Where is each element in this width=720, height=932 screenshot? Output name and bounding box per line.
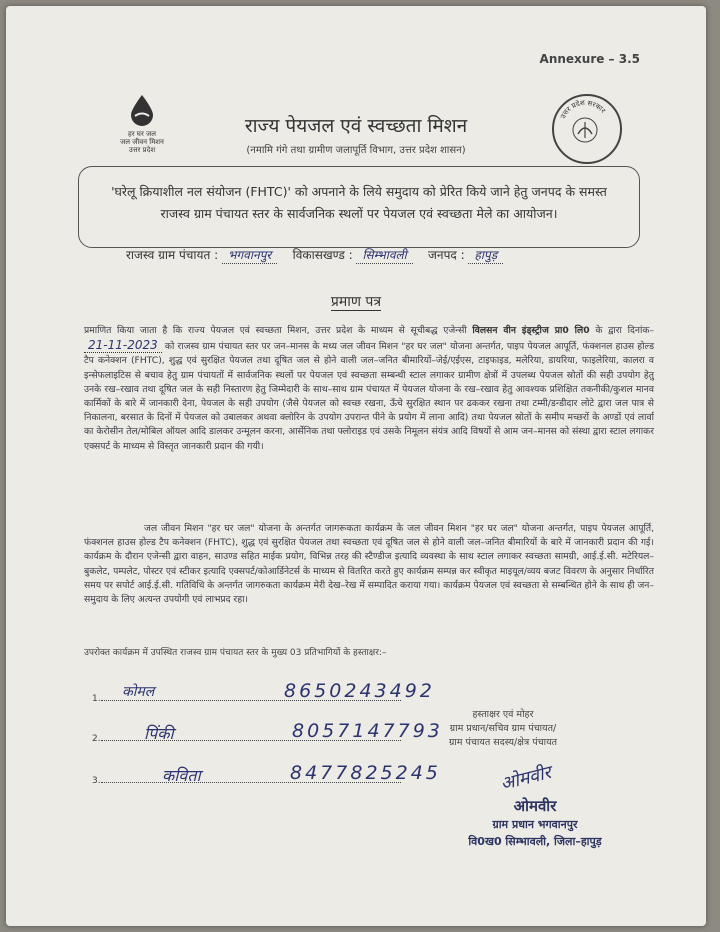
logo-line-3: उत्तर प्रदेश [128, 146, 156, 154]
agency-name: विलसन वीन इंड्स्ट्रीज प्रा0 लि0 [472, 325, 590, 336]
stamp-title: ग्राम प्रधान भगवानपुर [492, 818, 578, 831]
signature-label-block [388, 708, 618, 750]
stamp-name: ओमवीर [513, 797, 557, 815]
mission-title: राज्य पेयजल एवं स्वच्छता मिशन [244, 115, 468, 137]
district-label: जनपद : [428, 248, 465, 262]
participants-intro: उपरोक्त कार्यक्रम में उपस्थित राजस्व ग्राम पंचायत स्तर के मुख्य 03 प्रतिभागियों के हस्ताक्षर:– [84, 648, 387, 658]
village-label: राजस्व ग्राम पंचायत : [126, 248, 219, 262]
participant-row: 2. [92, 734, 401, 744]
village-value: भगवानपुर [222, 246, 277, 264]
para1-lead: प्रमाणित किया जाता है कि राज्य पेयजल एवं स्वच्छता मिशन, उत्तर प्रदेश के माध्यम से सूचीबद्ध एजेन्सी [84, 325, 467, 336]
certificate-title: प्रमाण पत्र [330, 294, 382, 310]
certificate-paragraph-2: जल जीवन मिशन "हर घर जल" योजना के अन्तर्गत जागरूकता कार्यक्रम के जल जीवन मिशन "हर घर जल" योजना अन्तर्गत, पाइप पेयजल आपूर्ति, फंक्शनल हाउस होल्ड टैप कनेक्शन (FHTC), शुद्ध एवं सुरक्षित पेयजल तथा स्वच्छता एवं दूषित जल से होने वाली जल–जनित बीमारियों के बारे में जानकारी प्रदान की गई। कार्यक्रम के दौरान एजेन्सी द्वारा वाहन, साउण्ड सहित माईक प्रयोग, विभिन्न तरह की स्टैण्डीज इत्यादि व्यवस्था के साथ स्टाल लगाकर स्वच्छता सामग्री, आई.ई.सी. मटेरियल–बुकलेट, पम्पलेट, पोस्टर एवं स्टीकर इत्यादि एक्सपर्ट/कोआर्डिनेटर्स के माध्यम से वितरित करते हुए कार्यक्रम सम्पन्न कर स्वीकृत माइयूल/व्यय बजट विवरण के अनुसार निर्धारित समय पर सपोर्ट आई.ई.सी. गतिविधि के अन्तर्गत जागरुकता कार्यक्रम मेरी देख–रेख में सम्पादित कराया गया। कार्यक्रम पेयजल एवं स्वच्छता से सम्बन्धित होने के साथ ही जन–समुदाय के लिए अत्यन्त उपयोगी एवं लाभप्रद रहा। [84, 523, 654, 606]
block-value: सिम्भावली [356, 246, 412, 264]
participant-signature: कविता [162, 766, 201, 785]
certificate-paragraph-1 [84, 324, 654, 454]
logo-line-1: हर घर जल [128, 130, 156, 138]
participant-row: 1. [92, 694, 401, 704]
certificate-page [6, 6, 706, 926]
event-date: 21-11-2023 [84, 338, 162, 353]
participant-signature: कोमल [122, 684, 155, 700]
logo-line-2: जल जीवन मिशन [120, 138, 164, 146]
participant-phone: 8057147793 [292, 720, 443, 742]
district-value: हापुड़ [468, 246, 503, 264]
banner-text: 'घरेलू क्रियाशील नल संयोजन (FHTC)' को अपनाने के लिये समुदाय को प्रेरित किये जाने हेतु जनपद के समस्त राजस्व ग्राम पंचायत स्तर के सार्वजनिक स्थलों पर पेयजल एवं स्वच्छता मेले का आयोजन। [111, 184, 607, 221]
up-government-seal-icon [552, 94, 622, 164]
svg-text:उत्तर प्रदेश सरकार [559, 99, 607, 120]
signature-line-2: ग्राम पंचायत सदस्य/क्षेत्र पंचायत [448, 737, 558, 748]
event-banner [78, 166, 640, 248]
location-fields [126, 246, 503, 264]
annexure-label: Annexure – 3.5 [539, 52, 640, 66]
seal-text: उत्तर प्रदेश सरकार [558, 98, 607, 120]
pradhan-stamp [440, 796, 630, 850]
pradhan-signature: ओमवीर [498, 762, 554, 795]
signature-heading: हस्ताक्षर एवं मोहर [472, 709, 534, 720]
para1-dated-prefix: के द्वारा दिनांक– [595, 325, 654, 336]
stamp-place: वि0ख0 सिम्भावली, जिला–हापुड़ [468, 835, 602, 848]
participant-phone: 8477825245 [290, 762, 441, 784]
mission-subtitle: (नमामि गंगे तथा ग्रामीण जलापूर्ति विभाग, उत्तर प्रदेश शासन) [246, 145, 466, 156]
participant-row: 3. [92, 776, 401, 786]
para1-rest: को राजस्व ग्राम पंचायत स्तर पर जन–मानस के मध्य जल जीवन मिशन "हर घर जल" योजना अन्तर्गत, पाइप पेयजल आपूर्ति, फंक्शनल हाउस होल्ड टैप कनेक्शन (FHTC), शुद्ध एवं सुरक्षित पेयजल तथा दूषित जल से होने वाली जल–जनित बीमारियों–जेई/एईएस, टाइफाइड, मलेरिया, डायरिया, फाइलेरिया, कालरा व इन्सेफलाइटिस से बचाव हेतु ग्राम पंचायतों में सार्वजनिक स्थलों पर पेयजल एवं स्वच्छता सम्बन्धी स्टाल लगाकर ग्रामीण क्षेत्रों में उपलब्ध पेयजल स्रोतों की सही उपयोग हेतु उनके रख–रखाव तथा दूषित जल के सही निस्तारण हेतु जिम्मेदारी के साथ–साथ ग्राम पंचायत में पेयजल योजना के रख–रखाव हेतु आवश्यक प्रशिक्षित तकनीकी/कुशल मानव कार्मिकों के बारे में जानकारी देना, पेयजल के सही उपयोग (जैसे पेयजल को स्वच्छ रखना, ऊँचे सुरक्षित स्थान पर ढककर रखना तथा टम्मी/डन्डीदार लोटे द्वारा जल पात्र से निकालना, बरसात के दिनों में पेयजल को उबालकर अथवा क्लोरिन के उपयोग उपरान्त पीने के प्रयोग में लाना आदि) तथा पेयजल स्रोतों के समीप मच्छरों के अण्डों एवं लार्वा का केरोसीन तेल/मोबिल ऑयल आदि डालकर उन्मूलन करना, आर्सेनिक तथा फ्लोराइड एवं उसके निमूलन संयंत्र आदि विषयों से आम जन–मानस को संस्था द्वारा स्टाल लगाकर एक्सपर्ट के माध्यम से विस्तृत जानकारी प्रदान की गयी। [84, 341, 654, 452]
participant-signature: पिंकी [144, 724, 174, 743]
signature-line-1: ग्राम प्रधान/सचिव ग्राम पंचायत/ [449, 723, 557, 734]
participant-phone: 8650243492 [284, 680, 435, 702]
block-label: विकासखण्ड : [292, 248, 353, 262]
